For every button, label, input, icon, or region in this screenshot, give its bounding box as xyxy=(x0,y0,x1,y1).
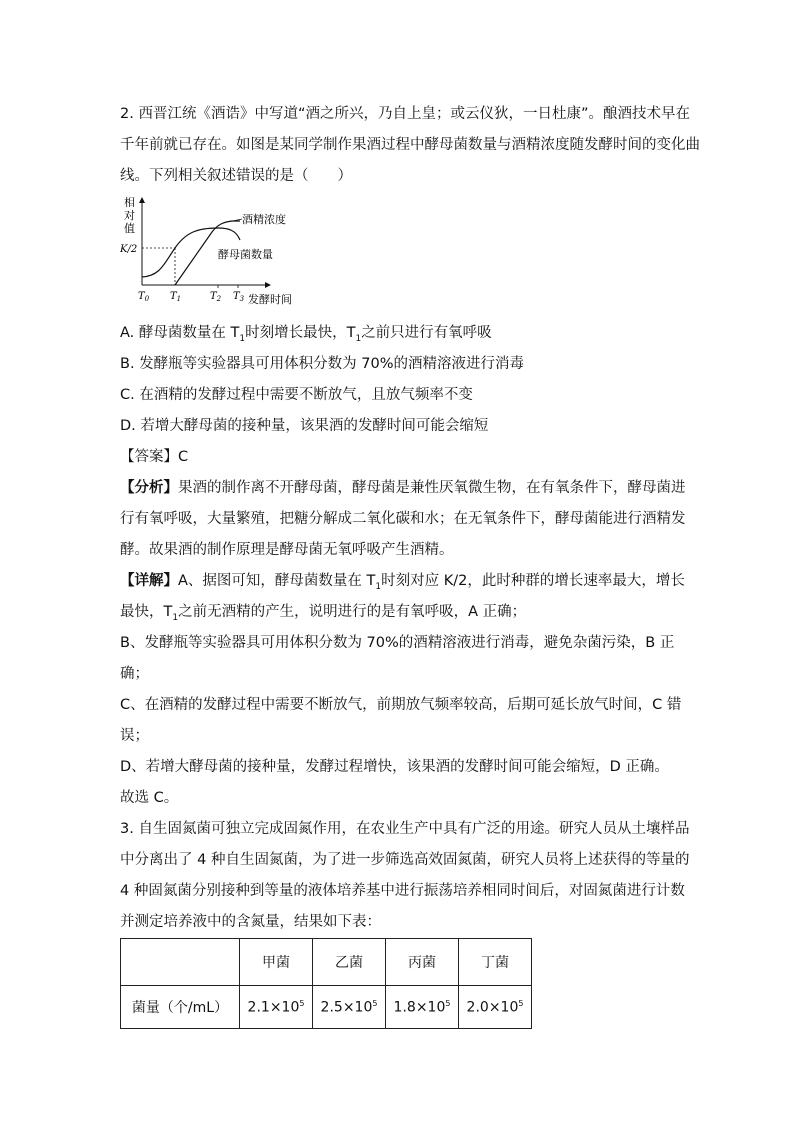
row-label-bacteria-count: 菌量（个/mL） xyxy=(121,986,240,1029)
q2-stem-line-2: 千年前就已存在。如图是某同学制作果酒过程中酵母菌数量与酒精浓度随发酵时间的变化曲 xyxy=(120,137,700,153)
table-corner-cell xyxy=(121,939,240,986)
q3-stem-line-4: 并测定培养液中的含氮量，结果如下表： xyxy=(120,914,381,930)
q2-stem-line-1: 2. 西晋江统《酒诰》中写道“酒之所兴，乃自上皇；或云仪狄，一日杜康”。酿酒技术早在 xyxy=(120,106,690,122)
value-bing: $1.8\times 10^5$ xyxy=(386,986,459,1029)
tick-t2: $T_2$ xyxy=(210,291,222,303)
option-a: A. 酵母菌数量在 $T_1$时刻增长最快，$T_1$之前只进行有氧呼吸 xyxy=(120,325,492,344)
tick-t1: $T_1$ xyxy=(170,291,182,303)
y-axis-label-char-2: 对 xyxy=(124,209,135,222)
yeast-count-label: 酵母菌数量 xyxy=(218,248,273,261)
q2-stem-line-3: 线。下列相关叙述错误的是（ ） xyxy=(120,168,352,184)
header-yi: 乙菌 xyxy=(313,939,386,986)
header-jia: 甲菌 xyxy=(240,939,313,986)
q3-stem-line-3: 4 种固氮菌分别接种到等量的液体培养基中进行振荡培养相同时间后，对固氮菌进行计数 xyxy=(120,883,685,899)
table-header-row xyxy=(121,939,532,986)
option-c: C. 在酒精的发酵过程中需要不断放气，且放气频率不变 xyxy=(120,387,473,403)
value-ding: $2.0\times 10^5$ xyxy=(459,986,532,1029)
detail-line-1: 【详解】A、据图可知，酵母菌数量在 $T_1$时刻对应 K/2，此时种群的增长速率最大，增长 xyxy=(120,573,685,592)
header-ding: 丁菌 xyxy=(459,939,532,986)
x-axis-label: 发酵时间 xyxy=(248,293,292,306)
option-b: B. 发酵瓶等实验器具可用体积分数为 70%的酒精溶液进行消毒 xyxy=(120,356,525,372)
analysis-line-2: 行有氧呼吸，大量繁殖，把糖分解成二氧化碳和水；在无氧条件下，酵母菌能进行酒精发 xyxy=(120,511,686,527)
analysis-line-1: 【分析】果酒的制作离不开酵母菌，酵母菌是兼性厌氧微生物，在有氧条件下，酵母菌进 xyxy=(120,480,686,496)
detail-line-6: 误； xyxy=(120,728,149,744)
value-yi: $2.5\times 10^5$ xyxy=(313,986,386,1029)
value-jia: $2.1\times 10^5$ xyxy=(240,986,313,1029)
table-row xyxy=(121,986,532,1029)
detail-line-2: 最快，$T_1$之前无酒精的产生，说明进行的是有氧呼吸，A 正确； xyxy=(120,604,527,623)
tick-t0: $T_0$ xyxy=(138,291,150,303)
detail-line-3: B、发酵瓶等实验器具可用体积分数为 70%的酒精溶液进行消毒，避免杂菌污染，B 正 xyxy=(120,635,675,651)
header-bing: 丙菌 xyxy=(386,939,459,986)
detail-line-7: D、若增大酵母菌的接种量，发酵过程增快，该果酒的发酵时间可能会缩短，D 正确。 xyxy=(120,759,669,775)
analysis-line-3: 酵。故果酒的制作原理是酵母菌无氧呼吸产生酒精。 xyxy=(120,542,454,558)
detail-line-4: 确； xyxy=(120,666,149,682)
results-table xyxy=(120,938,532,1029)
answer: 【答案】C xyxy=(120,449,189,465)
alcohol-concentration-label: 酒精浓度 xyxy=(242,213,286,226)
q3-stem-line-2: 中分离出了 4 种自生固氮菌，为了进一步筛选高效固氮菌，研究人员将上述获得的等量的 xyxy=(120,852,690,868)
q2-figure xyxy=(120,192,320,312)
conclusion: 故选 C。 xyxy=(120,790,179,806)
detail-line-5: C、在酒精的发酵过程中需要不断放气，前期放气频率较高，后期可延长放气时间，C 错 xyxy=(120,697,682,713)
y-axis-label-char-3: 值 xyxy=(124,222,135,235)
q3-stem-line-1: 3. 自生固氮菌可独立完成固氮作用，在农业生产中具有广泛的用途。研究人员从土壤样品 xyxy=(120,821,690,837)
y-axis-label-char-1: 相 xyxy=(124,196,135,209)
k-half-label: K/2 xyxy=(120,244,138,255)
option-d: D. 若增大酵母菌的接种量，该果酒的发酵时间可能会缩短 xyxy=(120,418,489,434)
tick-t3: $T_3$ xyxy=(233,291,245,303)
